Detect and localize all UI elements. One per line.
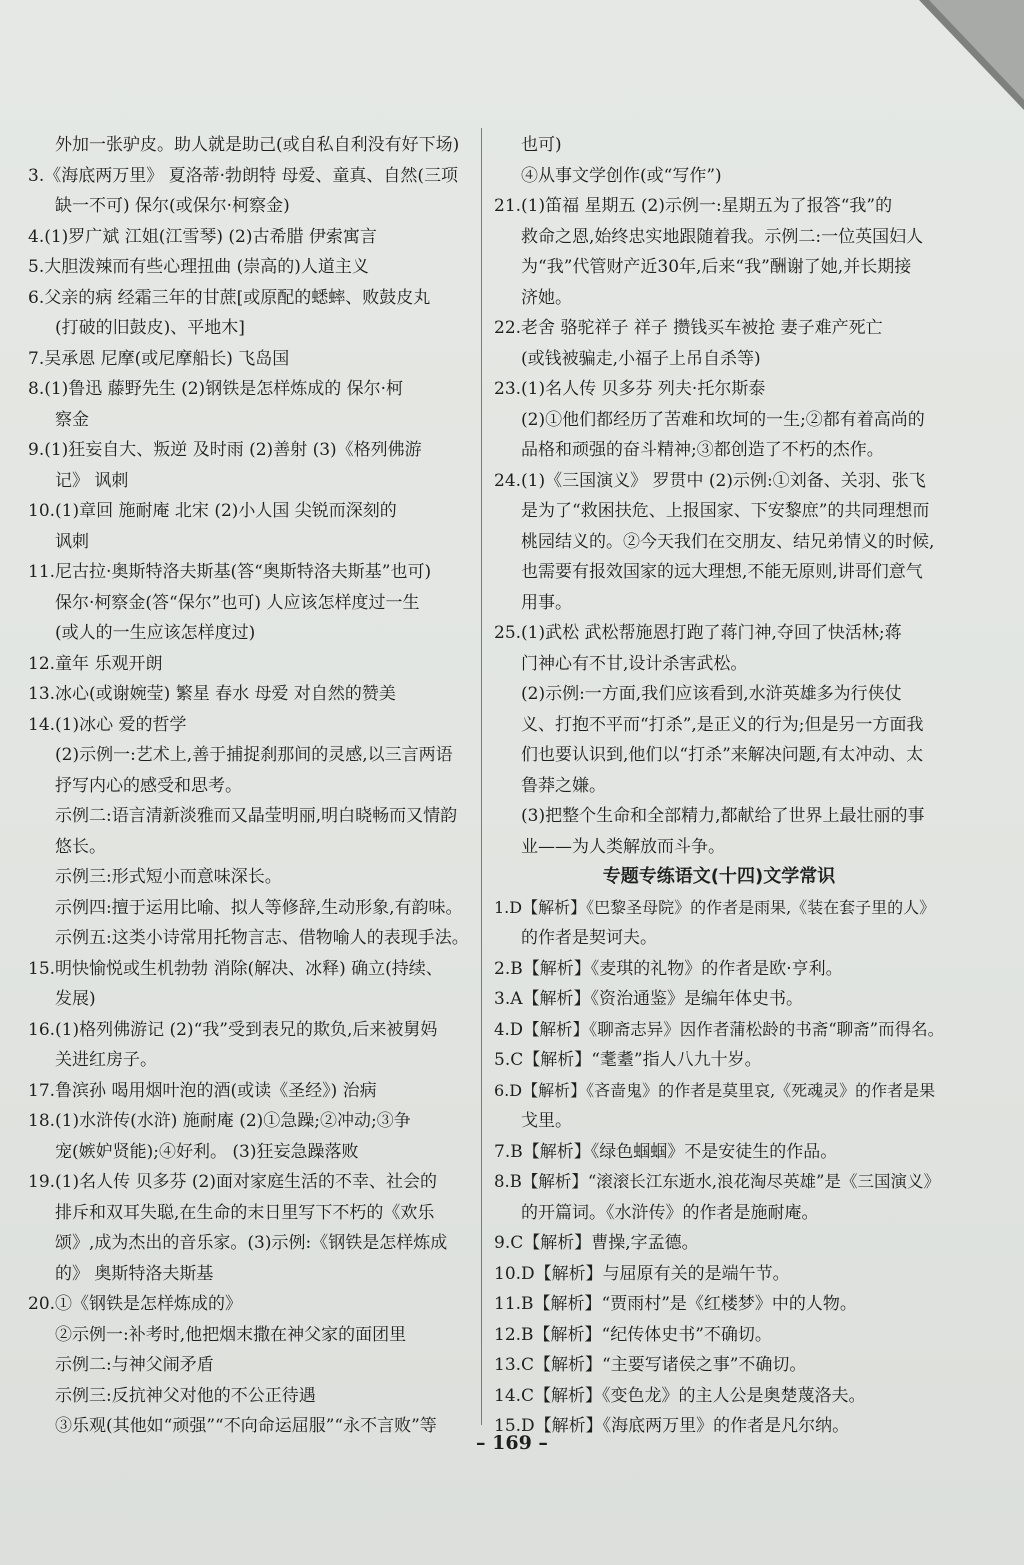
- answer-line: 讽刺: [55, 531, 89, 552]
- right-answer-lines: [494, 130, 944, 862]
- section-answer-lines: [494, 893, 944, 1442]
- answer-line: 12.B【解析】“纪传体史书”不确切。: [494, 1324, 772, 1345]
- answer-line: 9.(1)狂妄自大、叛逆 及时雨 (2)善射 (3)《格列佛游: [28, 440, 422, 460]
- answer-line: 9.C【解析】曹操,字孟德。: [494, 1233, 699, 1253]
- answer-line: 4.D【解析】《聊斋志异》因作者蒲松龄的书斋“聊斋”而得名。: [494, 1019, 945, 1039]
- answer-line: 14.C【解析】《变色龙》的主人公是奥楚蔑洛夫。: [494, 1385, 866, 1406]
- answer-line: 救命之恩,始终忠实地跟随着我。示例二:一位英国妇人: [521, 226, 924, 247]
- answer-line: 5.大胆泼辣而有些心理扭曲 (崇高的)人道主义: [28, 257, 369, 277]
- answer-line: 示例二:与神父闹矛盾: [55, 1355, 214, 1375]
- answer-line: (或钱被骗走,小福子上吊自杀等): [521, 348, 761, 369]
- answer-line: 为“我”代管财产近30年,后来“我”酬谢了她,并长期接: [521, 257, 912, 277]
- answer-line: 8.B【解析】“滚滚长江东逝水,浪花淘尽英雄”是《三国演义》: [494, 1172, 940, 1191]
- answer-line: 21.(1)笛福 星期五 (2)示例一:星期五为了报答“我”的: [494, 196, 893, 216]
- answer-line: 的作者是契诃夫。: [521, 928, 657, 948]
- answer-line: 25.(1)武松 武松帮施恩打跑了蒋门神,夺回了快活林;蒋: [494, 623, 902, 643]
- answer-line: 颂》,成为杰出的音乐家。(3)示例:《钢铁是怎样炼成: [55, 1233, 448, 1253]
- answer-line: (打破的旧鼓皮)、平地木]: [55, 318, 245, 338]
- answer-line: 排斥和双耳失聪,在生命的末日里写下不朽的《欢乐: [55, 1202, 435, 1223]
- answer-line: ④从事文学创作(或“写作”): [521, 165, 722, 186]
- answer-line: 6.D【解析】《吝啬鬼》的作者是莫里哀,《死魂灵》的作者是果: [494, 1080, 936, 1100]
- answer-line: (3)把整个生命和全部精力,都献给了世界上最壮丽的事: [521, 806, 925, 826]
- answer-line: (或人的一生应该怎样度过): [55, 623, 256, 643]
- answer-line: (2)示例:一方面,我们应该看到,水浒英雄多为行侠仗: [521, 684, 902, 704]
- answer-line: 示例二:语言清新淡雅而又晶莹明丽,明白晓畅而又情韵: [55, 806, 458, 826]
- answer-line: 1.D【解析】《巴黎圣母院》的作者是雨果,《装在套子里的人》: [494, 897, 936, 917]
- answer-line: 8.(1)鲁迅 藤野先生 (2)钢铁是怎样炼成的 保尔·柯: [28, 379, 403, 399]
- answer-line: 品格和顽强的奋斗精神;③都创造了不朽的杰作。: [521, 440, 884, 460]
- left-column: [28, 130, 476, 1442]
- column-divider: [481, 128, 482, 1425]
- answer-line: 是为了“救困扶危、上报国家、下安黎庶”的共同理想而: [521, 501, 930, 521]
- answer-line: 戈里。: [521, 1111, 572, 1131]
- answer-line: 3.A【解析】《资治通鉴》是编年体史书。: [494, 989, 803, 1009]
- answer-line: 3.《海底两万里》 夏洛蒂·勃朗特 母爱、童真、自然(三项: [28, 165, 459, 186]
- answer-line: 发展): [55, 989, 96, 1009]
- answer-line: 15.明快愉悦或生机勃勃 消除(解决、冰释) 确立(持续、: [28, 958, 443, 979]
- answer-line: 示例四:擅于运用比喻、拟人等修辞,生动形象,有韵味。: [55, 897, 463, 918]
- answer-line: 11.尼古拉·奥斯特洛夫斯基(答“奥斯特洛夫斯基”也可): [28, 562, 432, 582]
- answer-line: 们也要认识到,他们以“打杀”来解决问题,有太冲动、太: [521, 745, 924, 765]
- answer-line: (2)①他们都经历了苦难和坎坷的一生;②都有着高尚的: [521, 409, 925, 430]
- answer-line: 济她。: [521, 287, 572, 308]
- answer-line: 关进红房子。: [55, 1050, 157, 1070]
- answer-line: 24.(1)《三国演义》 罗贯中 (2)示例:①刘备、关羽、张飞: [494, 470, 926, 491]
- answer-line: 宠(嫉妒贤能);④好利。 (3)狂妄急躁落败: [55, 1141, 359, 1162]
- answer-line: ②示例一:补考时,他把烟末撒在神父家的面团里: [55, 1324, 407, 1345]
- answer-line: 用事。: [521, 592, 572, 613]
- answer-line: 察金: [55, 409, 89, 430]
- answer-line: 也需要有报效国家的远大理想,不能无原则,讲哥们意气: [521, 562, 923, 582]
- answer-line: 2.B【解析】《麦琪的礼物》的作者是欧·亨利。: [494, 958, 843, 979]
- answer-line: (2)示例一:艺术上,善于捕捉刹那间的灵感,以三言两语: [55, 745, 453, 765]
- answer-line: 示例三:反抗神父对他的不公正待遇: [55, 1385, 316, 1406]
- answer-line: ③乐观(其他如“顽强”“不向命运屈服”“永不言败”等: [55, 1416, 437, 1436]
- answer-line: 外加一张驴皮。助人就是助己(或自私自利没有好下场): [55, 135, 460, 155]
- section-title: 专题专练语文(十四)文学常识: [602, 866, 836, 887]
- answer-line: 桃园结义的。②今天我们在交朋友、结兄弟情义的时候,: [521, 531, 935, 552]
- answer-line: 的开篇词。《水浒传》的作者是施耐庵。: [521, 1202, 819, 1223]
- answer-line: 保尔·柯察金(答“保尔”也可) 人应该怎样度过一生: [55, 592, 420, 613]
- answer-line: 抒写内心的感受和思考。: [55, 775, 242, 796]
- folded-corner-inner: [929, 0, 1024, 100]
- answer-line: 的》 奥斯特洛夫斯基: [55, 1263, 214, 1284]
- answer-line: 示例五:这类小诗常用托物言志、借物喻人的表现手法。: [55, 928, 469, 948]
- answer-line: 13.C【解析】“主要写诸侯之事”不确切。: [494, 1355, 807, 1375]
- answer-line: 10.D【解析】与屈原有关的是端午节。: [494, 1263, 790, 1284]
- answer-line: 也可): [521, 135, 562, 155]
- answer-line: 17.鲁滨孙 喝用烟叶泡的酒(或读《圣经》) 治病: [28, 1080, 377, 1101]
- right-column: [494, 130, 944, 1442]
- answer-line: 4.(1)罗广斌 江姐(江雪琴) (2)古希腊 伊索寓言: [28, 226, 377, 247]
- answer-line: 20.①《钢铁是怎样炼成的》: [28, 1294, 243, 1314]
- answer-line: 10.(1)章回 施耐庵 北宋 (2)小人国 尖锐而深刻的: [28, 501, 397, 521]
- answer-line: 5.C【解析】“耄耋”指人八九十岁。: [494, 1050, 762, 1070]
- answer-line: 14.(1)冰心 爱的哲学: [28, 714, 187, 735]
- answer-line: 22.老舍 骆驼祥子 祥子 攒钱买车被抢 妻子难产死亡: [494, 318, 883, 338]
- answer-line: 7.吴承恩 尼摩(或尼摩船长) 飞岛国: [28, 348, 290, 369]
- answer-line: 23.(1)名人传 贝多芬 列夫·托尔斯泰: [494, 379, 766, 399]
- answer-line: 悠长。: [55, 836, 106, 857]
- answer-line: 6.父亲的病 经霜三年的甘蔗[或原配的蟋蟀、败鼓皮丸: [28, 287, 431, 308]
- answer-line: 业——为人类解放而斗争。: [521, 836, 725, 857]
- answer-line: 16.(1)格列佛游记 (2)“我”受到表兄的欺负,后来被舅妈: [28, 1019, 438, 1040]
- answer-line: 鲁莽之嫌。: [521, 775, 606, 796]
- answer-line: 13.冰心(或谢婉莹) 繁星 春水 母爱 对自然的赞美: [28, 684, 396, 704]
- answer-line: 11.B【解析】“贾雨村”是《红楼梦》中的人物。: [494, 1294, 857, 1314]
- answer-line: 12.童年 乐观开朗: [28, 653, 163, 674]
- answer-line: 门神心有不甘,设计杀害武松。: [521, 653, 748, 674]
- answer-line: 缺一不可) 保尔(或保尔·柯察金): [55, 196, 290, 216]
- answer-line: 18.(1)水浒传(水浒) 施耐庵 (2)①急躁;②冲动;③争: [28, 1111, 411, 1131]
- answer-line: 15.D【解析】《海底两万里》的作者是凡尔纳。: [494, 1416, 850, 1436]
- answer-line: 示例三:形式短小而意味深长。: [55, 867, 282, 887]
- answer-line: 7.B【解析】《绿色蝈蝈》不是安徒生的作品。: [494, 1141, 838, 1162]
- answer-line: 19.(1)名人传 贝多芬 (2)面对家庭生活的不幸、社会的: [28, 1172, 438, 1192]
- answer-line: 义、打抱不平而“打杀”,是正义的行为;但是另一方面我: [521, 714, 924, 735]
- answer-line: 记》 讽刺: [55, 470, 129, 491]
- page-number: – 169 –: [476, 1432, 548, 1454]
